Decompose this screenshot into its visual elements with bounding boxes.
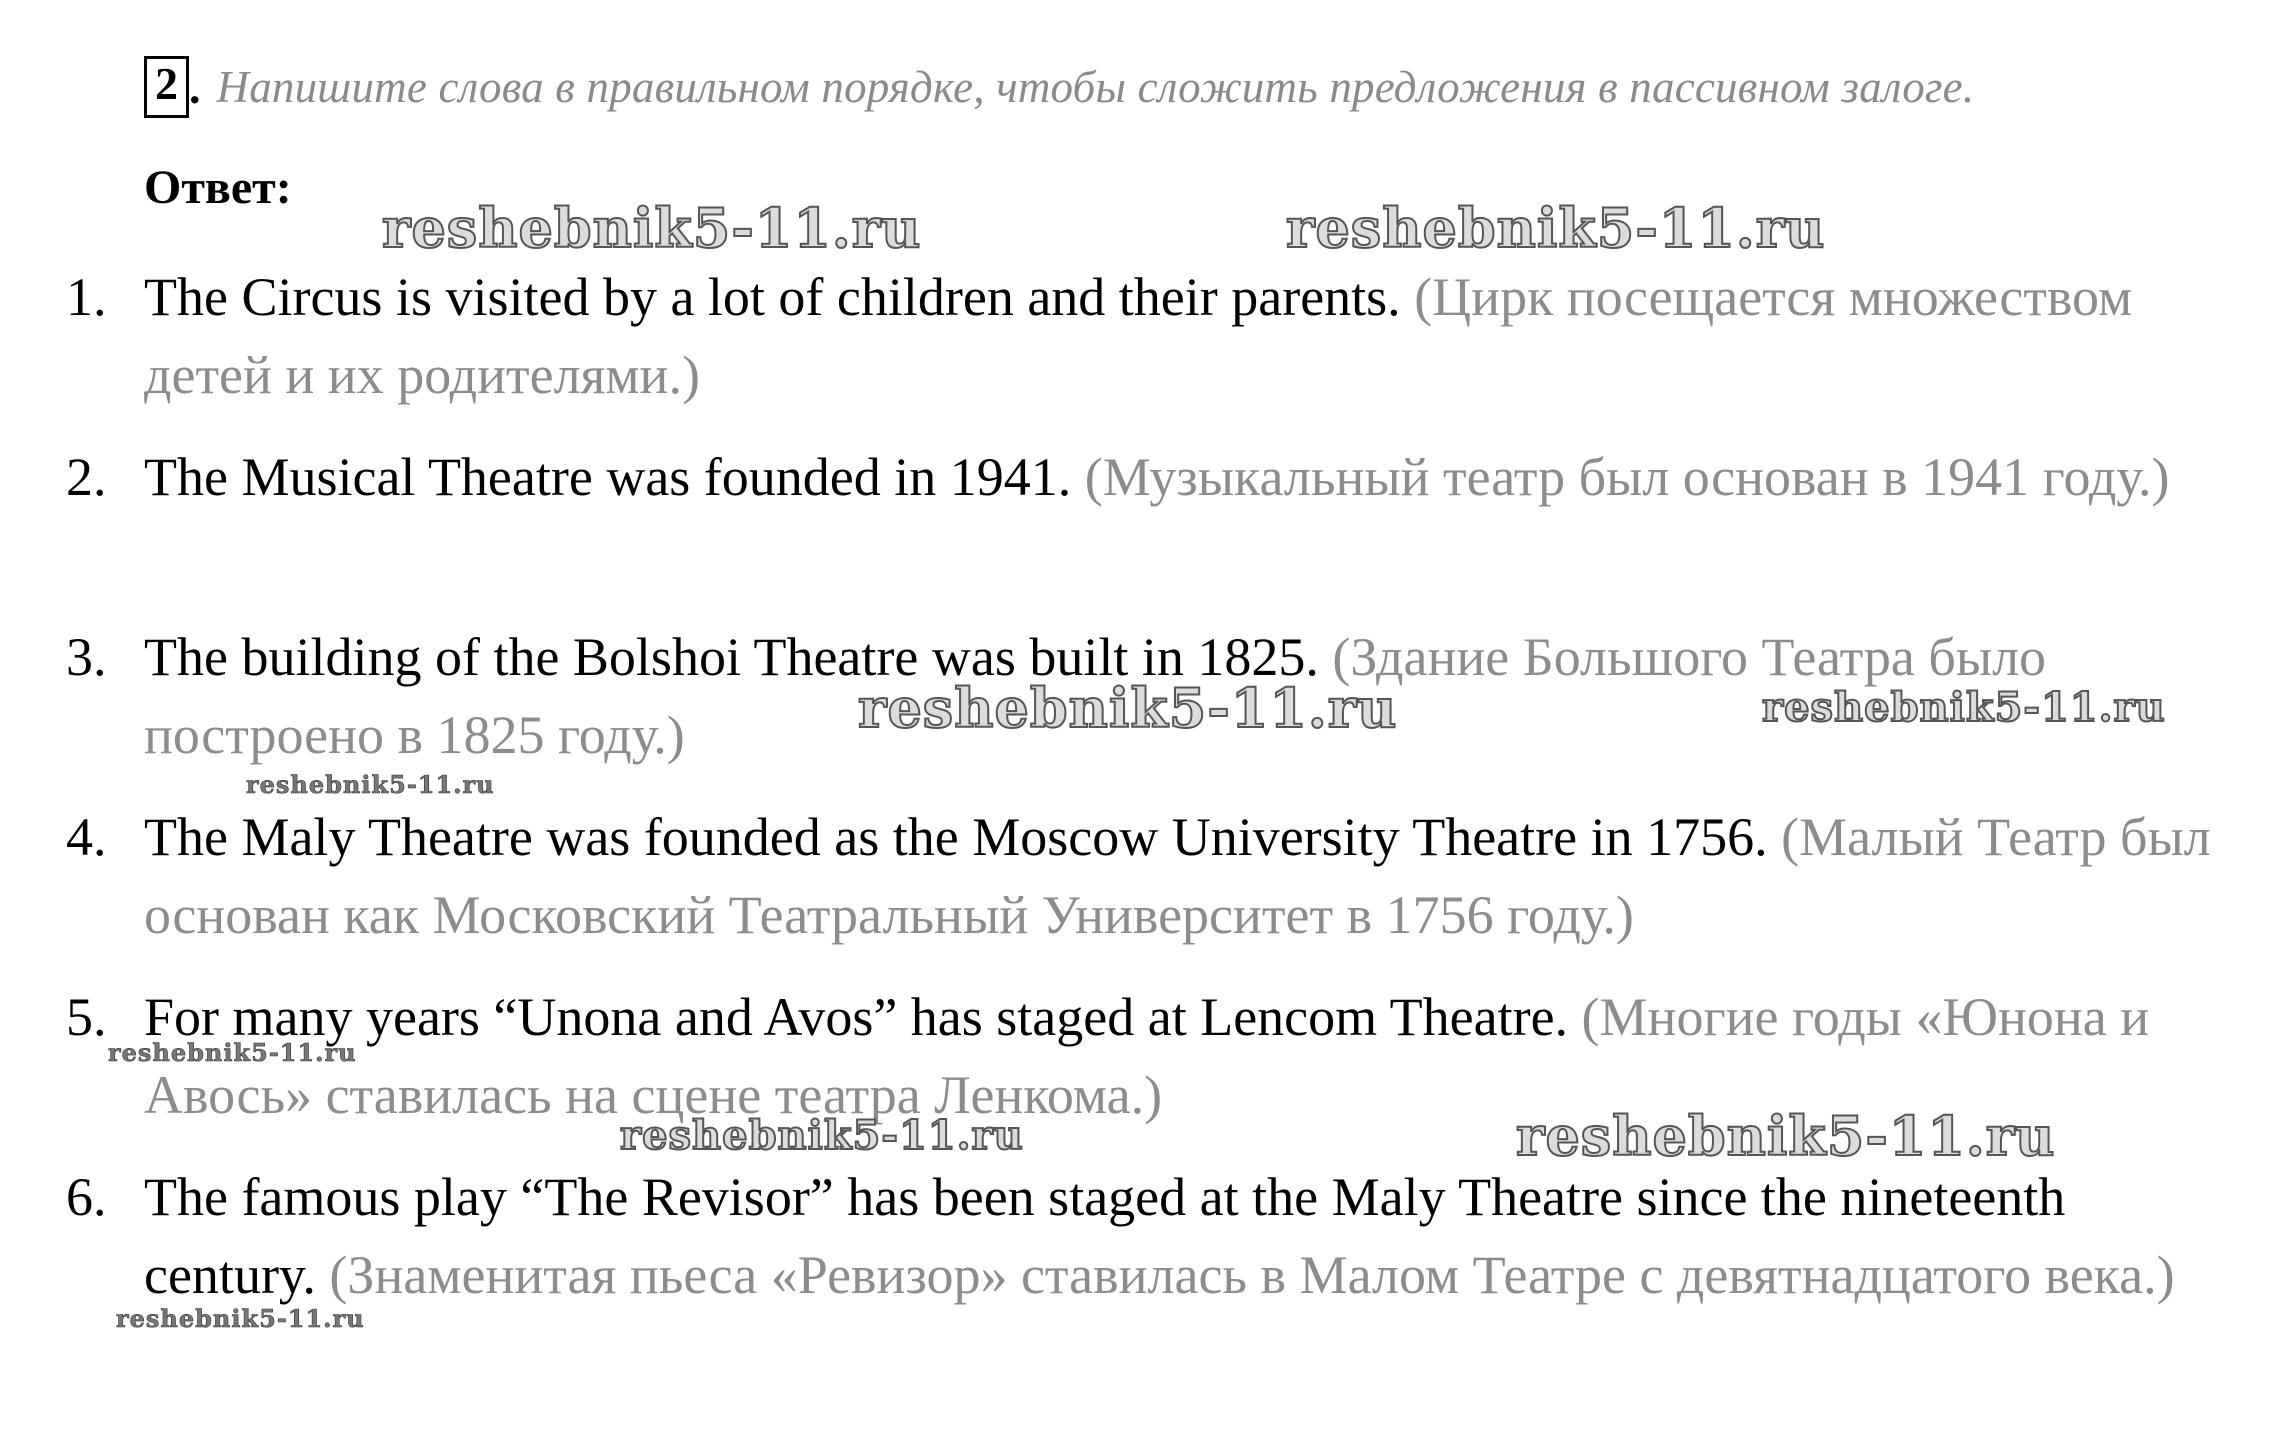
- watermark: reshebnik5-11.ru: [1286, 196, 1826, 260]
- answer-english: For many years “Unona and Avos” has staged at Lencom Theatre.: [144, 987, 1569, 1047]
- watermark: reshebnik5-11.ru: [1762, 684, 2166, 731]
- answer-text: [144, 438, 2234, 516]
- watermark: reshebnik5-11.ru: [1516, 1104, 2056, 1168]
- answer-number: 4.: [66, 807, 107, 867]
- task-number-dot: .: [189, 61, 201, 113]
- answer-english: The Maly Theatre was founded as the Moscow University Theatre in 1756.: [144, 807, 1768, 867]
- answer-label: Ответ:: [144, 161, 292, 214]
- answer-number: 6.: [66, 1167, 107, 1227]
- task-header: [144, 56, 1974, 118]
- answer-english: The building of the Bolshoi Theatre was built in 1825.: [144, 627, 1319, 687]
- watermark: reshebnik5-11.ru: [116, 1304, 365, 1333]
- answer-number: 2.: [66, 447, 107, 507]
- answer-russian-translation: (Знаменитая пьеса «Ревизор» ставилась в Малом Театре с девятнадцатого века.): [329, 1245, 2175, 1305]
- answer-russian-translation: (Здание Большого Театра было построено в 1825 году.): [144, 627, 2047, 765]
- answer-text: [144, 258, 2234, 414]
- answer-russian-translation: (Малый Театр был основан как Московский Театральный Университет в 1756 году.): [144, 807, 2211, 945]
- watermark: reshebnik5-11.ru: [382, 196, 922, 260]
- answer-text: [144, 1158, 2234, 1314]
- answer-russian-translation: (Многие годы «Юнона и Авось» ставилась на сцене театра Ленкома.): [144, 987, 2150, 1125]
- answer-russian-translation: (Цирк посещается множеством детей и их родителями.): [144, 267, 2133, 405]
- answer-text: [144, 798, 2234, 954]
- answer-number: 5.: [66, 987, 107, 1047]
- answer-number: 1.: [66, 267, 107, 327]
- answer-number: 3.: [66, 627, 107, 687]
- answer-english: The Musical Theatre was founded in 1941.: [144, 447, 1072, 507]
- watermark: reshebnik5-11.ru: [108, 1038, 357, 1067]
- answer-english: The famous play “The Revisor” has been staged at the Maly Theatre since the nineteenth century.: [144, 1167, 2066, 1305]
- watermark: reshebnik5-11.ru: [246, 770, 495, 799]
- answer-english: The Circus is visited by a lot of children and their parents.: [144, 267, 1401, 327]
- task-number-box: 2: [144, 56, 189, 118]
- task-instruction: Напишите слова в правильном порядке, чтобы сложить предложения в пассивном залоге.: [216, 62, 1975, 112]
- watermark: reshebnik5-11.ru: [620, 1112, 1024, 1159]
- watermark: reshebnik5-11.ru: [858, 676, 1398, 740]
- answer-russian-translation: (Музыкальный театр был основан в 1941 году.): [1084, 447, 2170, 507]
